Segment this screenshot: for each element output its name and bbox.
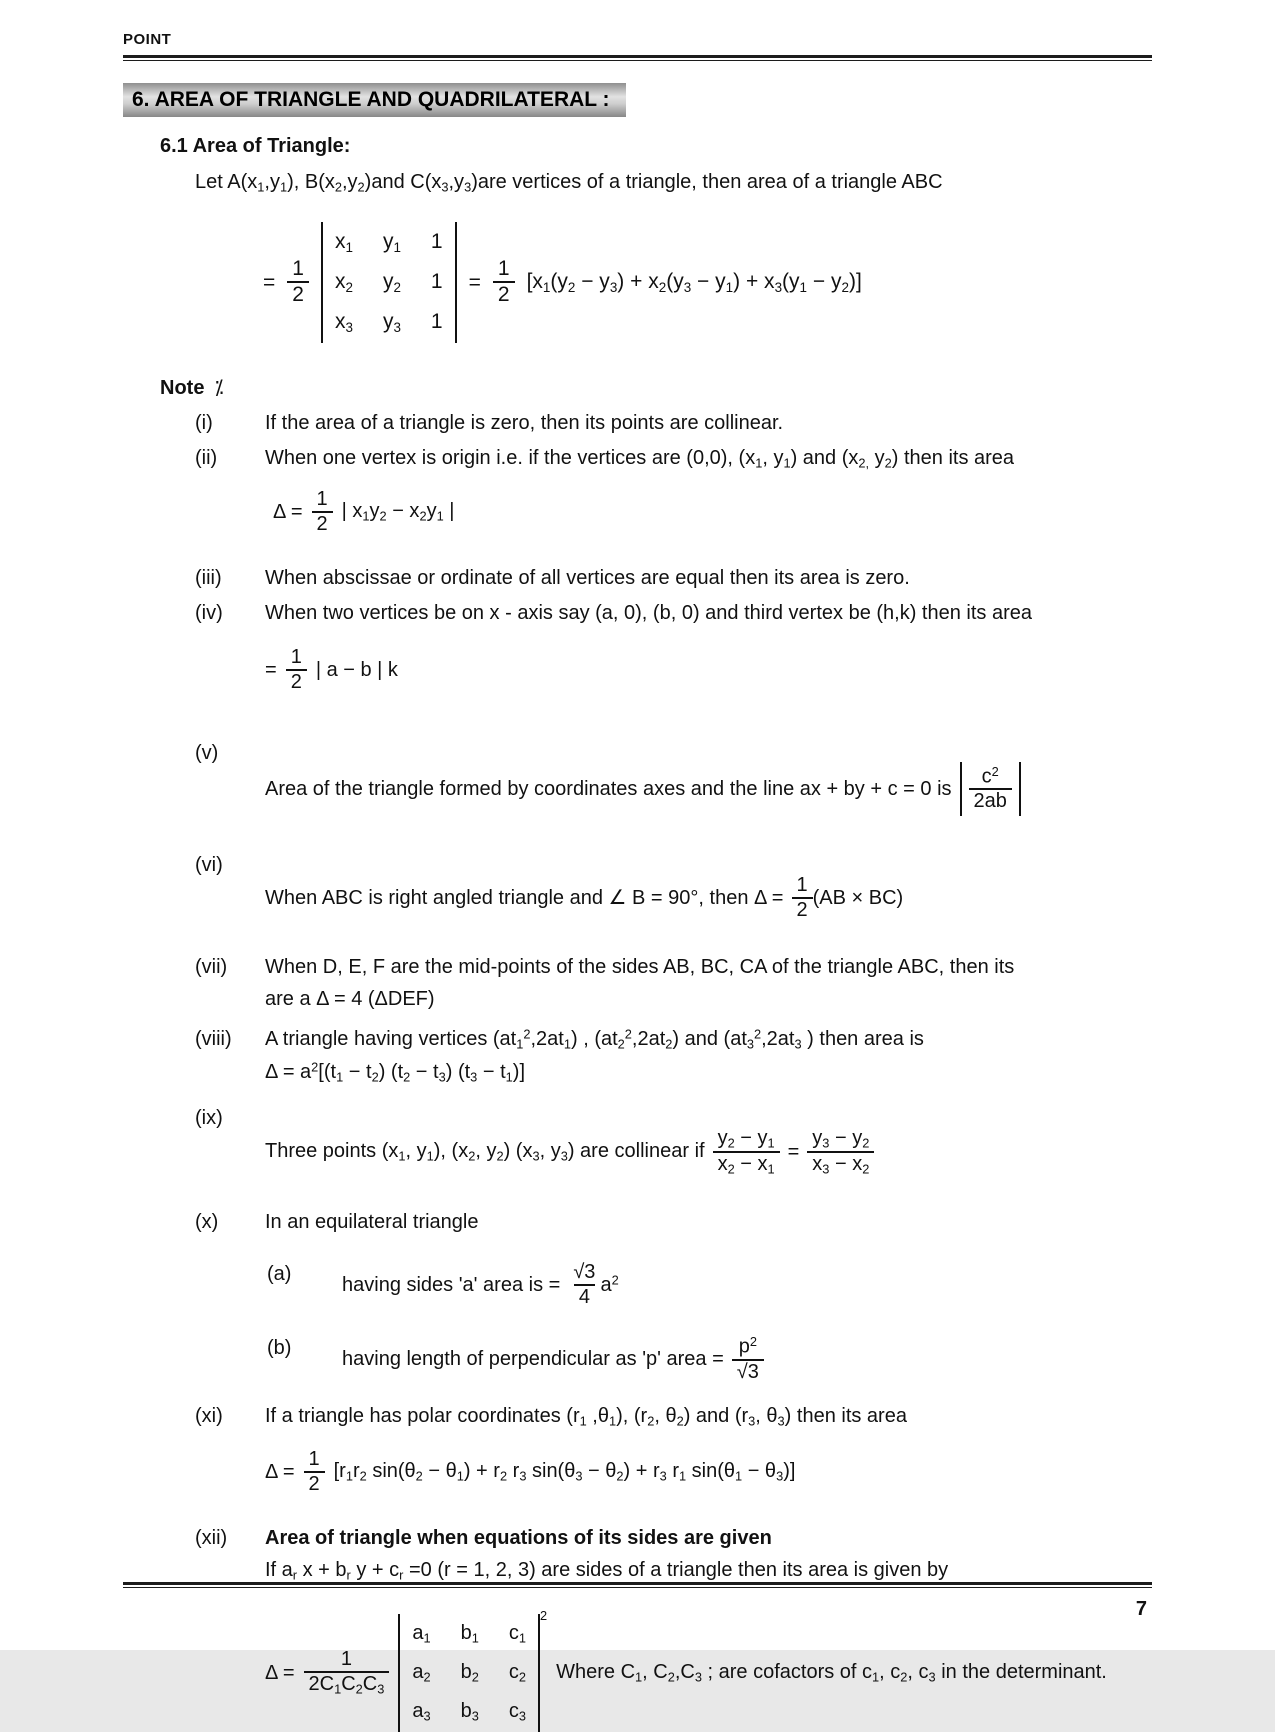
- formula-body: | $x_1y_2 - x_2y_1$ |: [341, 500, 455, 524]
- subitem-a: [267, 1261, 1152, 1309]
- item-text: When abscissae or ordinate of all vertices are equal then its area is zero.: [265, 566, 910, 589]
- matrix-cell: 1: [430, 270, 443, 294]
- fraction-half: $\frac{1}{2}$: [312, 488, 333, 536]
- formula-tail: (AB × BC): [812, 887, 904, 910]
- note-item-x: [123, 1209, 1152, 1393]
- item-text: When D, E, F are the mid-points of the sides AB, BC, CA of the triangle ABC, then its: [265, 956, 1015, 979]
- page-number: 7: [1135, 1598, 1147, 1620]
- item-label: (vii): [195, 956, 228, 979]
- item-text: When one vertex is origin i.e. if the vertices are (0,0), ($x_1$, $y_1$) and ($x_{2,}$ $y_2$) then its area: [265, 446, 1015, 471]
- main-equation: [263, 222, 1152, 343]
- matrix-cell: $y_2$: [382, 270, 401, 295]
- coefficient-determinant: [398, 1608, 548, 1732]
- determinant-power: 2: [539, 1608, 548, 1624]
- matrix-cell: $b_2$: [460, 1661, 479, 1685]
- header-label: POINT: [123, 31, 172, 48]
- item-text: If the area of a triangle is zero, then its points are collinear.: [265, 411, 784, 434]
- item-label: (iii): [195, 566, 222, 589]
- coefficient-fraction: $\frac{1}{2C_1C_2C_3}$: [304, 1648, 390, 1697]
- item-text: Three points ($x_1$, $y_1$), ($x_2$, $y_2$) ($x_3$, $y_3$) are collinear if: [265, 1140, 705, 1164]
- formula-lhs: Δ =: [265, 1661, 295, 1684]
- equals-sign: =: [787, 1140, 800, 1163]
- note-item-ix: [123, 1105, 1152, 1200]
- note-item-vii: [123, 954, 1152, 1012]
- fraction-half: $\frac{1}{2}$: [286, 646, 307, 694]
- matrix-cell: $c_2$: [508, 1661, 526, 1685]
- fraction-half: $\frac{1}{2}$: [493, 257, 515, 307]
- expansion-expression: $[x_1(y_2 - y_3) + x_2(y_3 - y_1) + x_3(y_1 - y_2)]$: [526, 270, 862, 295]
- item-text: If $a_r$ $x + b_r$ $y + c_r =0$ (r = 1, 2, 3) are sides of a triangle then its area is given by: [265, 1558, 949, 1583]
- note-heading: [160, 375, 1152, 401]
- page-header: [123, 30, 1152, 61]
- formula-body: [$r_1r_2$ $\sin(\theta_2 - \theta_1) + r_2$ $r_3$ $\sin(\theta_3 - \theta_2) + r_3$ $r_1$ $\sin(\theta_1 - \theta_3)$]: [333, 1460, 796, 1484]
- note-item-i: [123, 410, 1152, 436]
- note-item-viii: [123, 1026, 1152, 1086]
- note-item-xii: [123, 1525, 1152, 1732]
- note-item-iv: [123, 600, 1152, 720]
- item-title: Area of triangle when equations of its sides are given: [265, 1526, 772, 1549]
- item-text: having sides 'a' area is =: [342, 1274, 561, 1297]
- matrix-cell: $a_2$: [412, 1661, 431, 1685]
- vertex-determinant: [321, 222, 457, 343]
- item-text: having length of perpendicular as 'p' area =: [342, 1348, 724, 1371]
- note-label: Note: [160, 376, 205, 399]
- area-formula-xaxis: [265, 646, 1152, 694]
- sqrt3-over-4-fraction: $\frac{√3}{4}$: [573, 1261, 596, 1309]
- item-label: (x): [195, 1211, 219, 1234]
- item-text: are a Δ = 4 (ΔDEF): [265, 988, 435, 1011]
- formula-tail: $a^2$: [600, 1272, 619, 1297]
- note-item-v: [123, 740, 1152, 838]
- slope-fraction-left: $\frac{y_2 - y_1}{x_2 - x_1}$: [713, 1127, 780, 1178]
- matrix-cell: $a_3$: [412, 1700, 431, 1724]
- matrix-cell: 1: [430, 310, 443, 334]
- note-item-xi: [123, 1403, 1152, 1516]
- note-item-vi: [123, 852, 1152, 944]
- item-label: (iv): [195, 601, 223, 624]
- header-rule: [123, 55, 1152, 61]
- item-text: If a triangle has polar coordinates ($r_1$ $,\theta_1$), ($r_2$, $\theta_2$) and ($r_3$, $\theta_3$) then its area: [265, 1404, 907, 1429]
- note-item-ii: [123, 445, 1152, 556]
- item-label: (i): [195, 411, 213, 434]
- area-formula-origin-vertex: [273, 488, 1152, 536]
- formula-body: | a − b | k: [315, 658, 398, 681]
- fraction-half: $\frac{1}{2}$: [287, 257, 309, 307]
- item-formula: $\Delta = a^2[(t_1 - t_2) (t_2 - t_3) (t_3 - t_1)]$: [265, 1060, 525, 1086]
- item-label: (b): [267, 1337, 292, 1360]
- matrix-cell: $c_1$: [508, 1622, 526, 1646]
- matrix-cell: $x_3$: [334, 310, 353, 336]
- intro-paragraph: Let $A(x_1,y_1)$, $B(x_2,y_2)and$ $C(x_3,y_3)are$ vertices of a triangle, then area of a triangle ABC: [195, 170, 943, 195]
- p2-over-sqrt3-fraction: $\frac{p^2}{√3}$: [732, 1335, 764, 1383]
- fraction-half: $\frac{1}{2}$: [304, 1448, 325, 1496]
- equals-sign: =: [263, 270, 276, 294]
- item-label: (xi): [195, 1404, 223, 1427]
- polar-area-formula: [265, 1448, 1152, 1496]
- sides-determinant-formula: [265, 1608, 1152, 1732]
- formula-lhs: =: [265, 658, 277, 681]
- matrix-cell: $x_2$: [334, 270, 353, 295]
- matrix-cell: $b_3$: [460, 1700, 479, 1724]
- matrix-cell: $y_1$: [382, 230, 401, 255]
- footer-rule: [123, 1582, 1152, 1588]
- item-text: When two vertices be on x - axis say (a, 0), (b, 0) and third vertex be (h,k) then its area: [265, 601, 1032, 624]
- abs-value-fraction: $\frac{c^2}{2ab}$: [960, 762, 1021, 816]
- item-label: (vi): [195, 854, 223, 877]
- item-text: When ABC is right angled triangle and ∠ B = 90°, then Δ =: [265, 887, 784, 910]
- matrix-cell: $y_3$: [382, 310, 401, 336]
- item-label: (ix): [195, 1106, 223, 1129]
- matrix-cell: $a_1$: [412, 1622, 431, 1646]
- formula-lhs: Δ =: [273, 500, 303, 523]
- matrix-cell: $c_3$: [508, 1700, 526, 1724]
- item-label: (v): [195, 741, 219, 764]
- cofactor-note: Where $C_1$, $C_2,C_3$ ; are cofactors of $c_1$, $c_2$, $c_3$ in the determinant.: [556, 1661, 1107, 1685]
- slope-fraction-right: $\frac{y_3 - y_2}{x_3 - x_2}$: [807, 1127, 874, 1178]
- item-label: (viii): [195, 1028, 232, 1051]
- note-mark-icon: ⁒: [214, 376, 224, 399]
- note-item-iii: [123, 565, 1152, 591]
- matrix-cell: 1: [430, 230, 443, 253]
- section-heading: 6. AREA OF TRIANGLE AND QUADRILATERAL :: [123, 83, 626, 117]
- subsection-heading: 6.1 Area of Triangle:: [160, 134, 351, 157]
- item-label: (ii): [195, 446, 218, 469]
- item-text: Area of the triangle formed by coordinates axes and the line ax + by + c = 0 is: [265, 778, 952, 801]
- fraction-half: $\frac{1}{2}$: [792, 874, 813, 922]
- equals-sign: =: [468, 270, 481, 294]
- item-text: In an equilateral triangle: [265, 1211, 479, 1234]
- item-text: A triangle having vertices $(at_1^2,2at_1)$ , $(at_2^2,2at_2)$ and ($at_3^2,2at_3$ ) then area is: [265, 1026, 924, 1052]
- item-label: (xii): [195, 1526, 228, 1549]
- matrix-cell: $b_1$: [460, 1622, 479, 1646]
- item-label: (a): [267, 1263, 292, 1286]
- subitem-b: [267, 1335, 1152, 1383]
- formula-lhs: Δ =: [265, 1460, 295, 1483]
- matrix-cell: $x_1$: [334, 230, 353, 255]
